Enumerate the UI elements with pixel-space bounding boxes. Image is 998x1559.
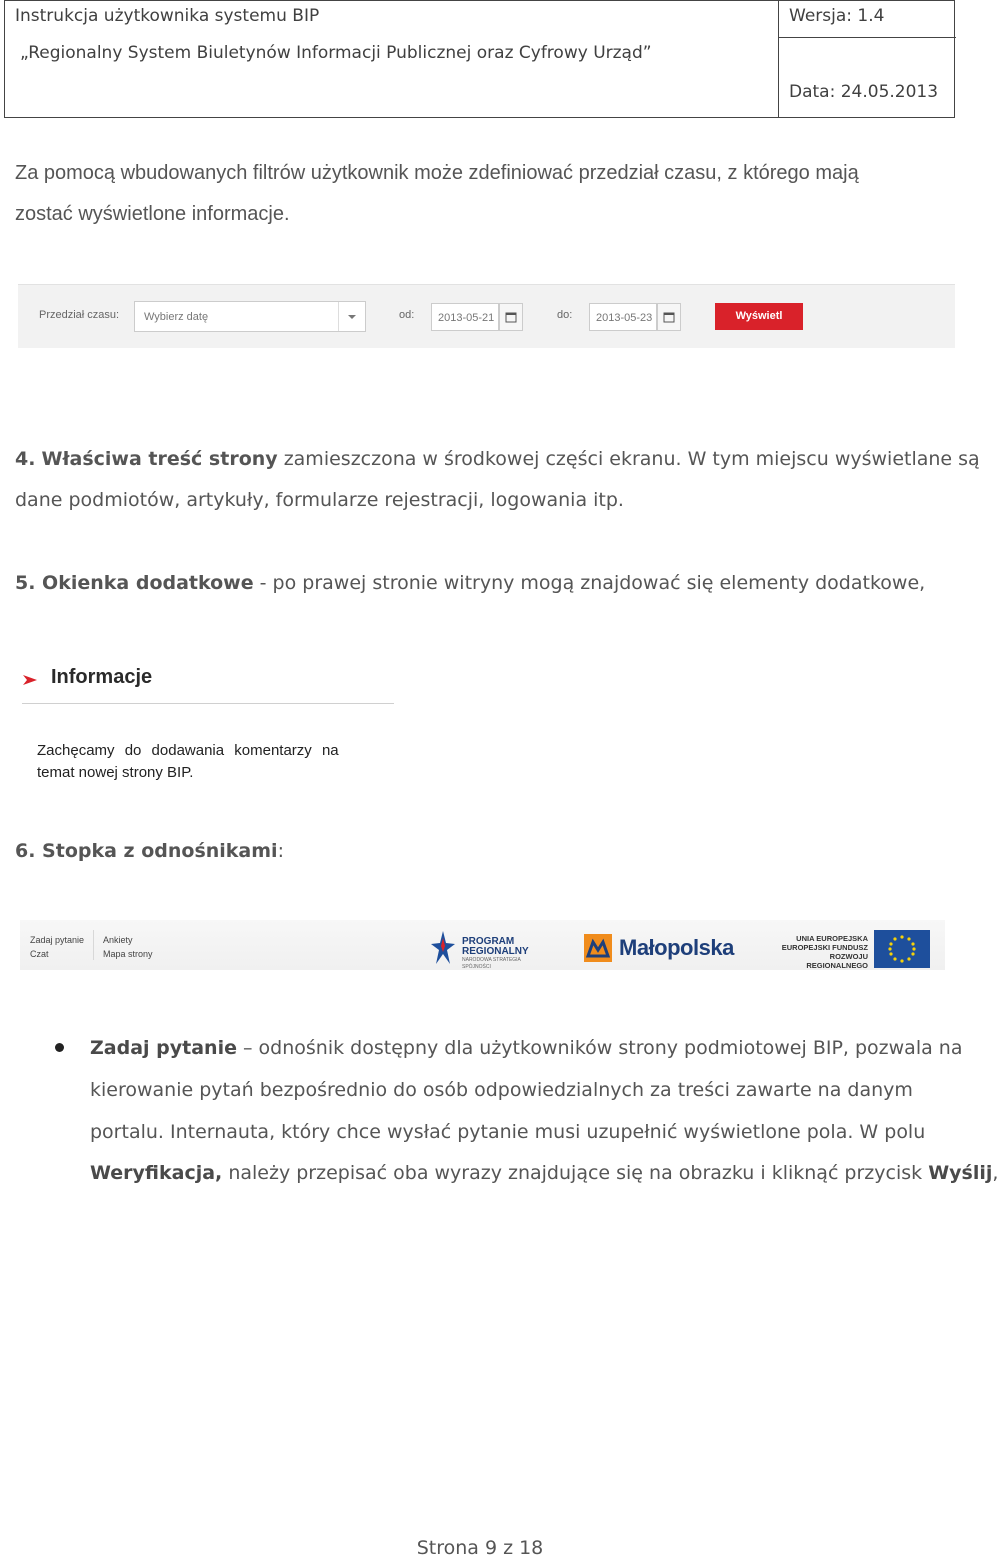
bullet-line-3: portalu. Internauta, który chce wysłać pytanie musi uzupełnić wyświetlone pola. W polu — [90, 1121, 926, 1143]
bullet-line-1 — [90, 1037, 962, 1059]
footer-link-surveys[interactable]: Ankiety — [103, 935, 133, 945]
header-subtitle: „Regionalny System Biuletynów Informacji Publicznej oraz Cyfrowy Urząd” — [20, 43, 652, 63]
info-box-title: Informacje — [51, 666, 153, 688]
item-4-heading: Właściwa treść strony — [41, 448, 278, 470]
page-number: Strona 9 z 18 — [416, 1537, 544, 1559]
calendar-icon[interactable] — [499, 303, 523, 331]
to-label: do: — [557, 309, 573, 321]
info-box-line-2: temat nowej strony BIP. — [37, 764, 194, 781]
bullet-line-2: kierowanie pytań bezpośrednio do osób odpowiedzialnych za treści zawarte na danym — [90, 1079, 913, 1101]
footer-link-ask-question[interactable]: Zadaj pytanie — [30, 935, 85, 945]
bullet-term-ask-question: Zadaj pytanie — [90, 1037, 237, 1059]
date-to-input[interactable] — [589, 303, 657, 331]
item-5-text: - po prawej stronie witryny mogą znajdować się elementy dodatkowe, — [253, 572, 926, 594]
program-logo-line-3: NARODOWA STRATEGIA SPÓJNOŚCI — [462, 957, 521, 970]
header-date: Data: 24.05.2013 — [789, 82, 939, 102]
eu-flag-icon — [874, 930, 930, 968]
program-regionalny-logo[interactable] — [430, 928, 550, 968]
item-4-line-2: dane podmiotów, artykuły, formularze rejestracji, logowania itp. — [15, 489, 624, 511]
date-range-select[interactable] — [134, 301, 366, 332]
bullet-term-send: Wyślij — [928, 1162, 993, 1184]
date-to-value: 2013-05-23 — [596, 312, 653, 324]
calendar-icon[interactable] — [657, 303, 681, 331]
date-from-value: 2013-05-21 — [438, 312, 495, 324]
footer-link-chat[interactable]: Czat — [30, 949, 49, 959]
footer-links-bar — [20, 920, 945, 970]
item-6-heading: 6. Stopka z odnośnikami — [15, 840, 278, 862]
header-divider — [778, 37, 956, 38]
arrow-right-icon — [22, 673, 38, 691]
bullet-line-4-end: , — [992, 1162, 998, 1184]
show-button[interactable]: Wyświetl — [715, 303, 803, 330]
bullet-line-4-text: należy przepisać oba wyrazy znajdujące się na obrazku i kliknąć przycisk — [222, 1162, 929, 1184]
item-4-text: zamieszczona w środkowej części ekranu. W tym miejscu wyświetlane są — [277, 448, 980, 470]
header-title: Instrukcja użytkownika systemu BIP — [15, 6, 320, 26]
malopolska-logo-text: Małopolska — [619, 935, 734, 960]
intro-line-2: zostać wyświetlone informacje. — [15, 203, 290, 225]
date-filter-bar — [18, 284, 955, 348]
footer-divider — [93, 930, 94, 960]
from-label: od: — [399, 309, 415, 321]
item-5-line — [15, 572, 925, 594]
eu-logo-line-1: UNIA EUROPEJSKA — [796, 934, 868, 943]
chevron-down-icon — [338, 302, 365, 331]
period-label: Przedział czasu: — [39, 309, 120, 321]
item-4-line-1 — [15, 448, 980, 470]
eu-logo-line-3: ROZWOJU REGIONALNEGO — [806, 952, 868, 970]
item-6-text: : — [277, 840, 284, 862]
bullet-point — [55, 1043, 64, 1052]
program-logo-line-2: REGIONALNY — [462, 946, 529, 957]
item-4-number: 4. — [15, 448, 36, 470]
date-range-select-value: Wybierz datę — [144, 311, 209, 323]
item-6-line — [15, 840, 284, 862]
malopolska-logo[interactable] — [584, 934, 744, 964]
eu-logo-line-2: EUROPEJSKI FUNDUSZ — [781, 943, 868, 952]
footer-link-sitemap[interactable]: Mapa strony — [103, 949, 153, 959]
intro-line-1: Za pomocą wbudowanych filtrów użytkownik może zdefiniować przedział czasu, z którego mają — [15, 162, 859, 184]
malopolska-emblem-icon — [584, 934, 612, 962]
info-box-line-1: Zachęcamy do dodawania komentarzy na — [37, 742, 339, 759]
bullet-term-verification: Weryfikacja, — [90, 1162, 223, 1184]
item-5-heading: 5. Okienka dodatkowe — [15, 572, 254, 594]
bullet-line-1-text: – odnośnik dostępny dla użytkowników strony podmiotowej BIP, pozwala na — [236, 1037, 963, 1059]
bullet-line-4 — [90, 1162, 998, 1184]
info-box-divider — [22, 703, 394, 704]
header-version: Wersja: 1.4 — [789, 6, 885, 26]
star-icon — [430, 930, 456, 966]
date-from-input[interactable] — [431, 303, 499, 331]
header-divider — [778, 1, 779, 117]
program-logo-line-1: PROGRAM — [462, 936, 515, 947]
eu-fund-logo[interactable] — [768, 930, 938, 970]
